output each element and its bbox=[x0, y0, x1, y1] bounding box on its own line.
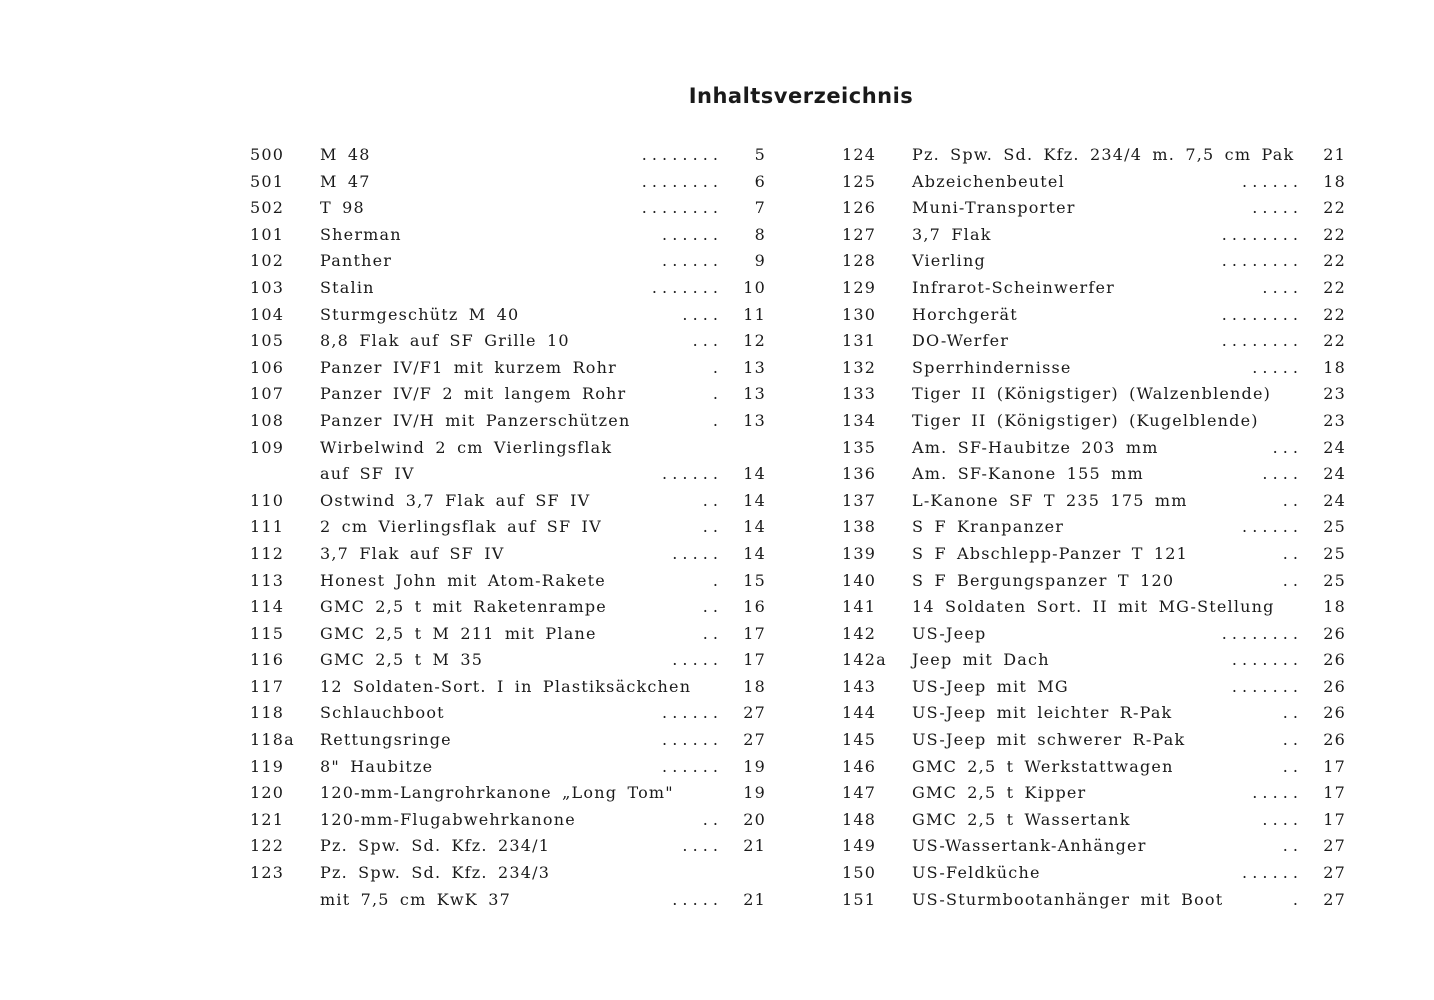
toc-entry bbox=[834, 887, 1368, 914]
toc-leader-dots: . . . . . bbox=[672, 650, 718, 670]
toc-entry bbox=[834, 700, 1368, 727]
toc-entry bbox=[834, 674, 1368, 701]
toc-entry-title: Vierling bbox=[912, 251, 986, 271]
toc-entry-title: M 47 bbox=[320, 171, 371, 191]
toc-entry-number: 109 bbox=[250, 437, 285, 457]
toc-entry-title: GMC 2,5 t mit Raketenrampe bbox=[320, 597, 607, 617]
toc-entry bbox=[834, 514, 1368, 541]
toc-entry bbox=[834, 381, 1368, 408]
toc-entry-title: 120-mm-Langrohrkanone „Long Tom" bbox=[320, 783, 674, 803]
toc-leader-dots: . . . . . . . bbox=[651, 277, 718, 297]
toc-entry-title: Rettungsringe bbox=[320, 730, 452, 750]
toc-entry-page: 11 bbox=[743, 304, 766, 324]
toc-entry bbox=[240, 621, 778, 648]
toc-leader-dots: . . . . . . bbox=[1242, 517, 1298, 537]
toc-entry-page: 13 bbox=[743, 357, 766, 377]
toc-entry-number: 137 bbox=[842, 490, 877, 510]
toc-entry-page: 17 bbox=[1323, 783, 1346, 803]
toc-entry-number: 133 bbox=[842, 384, 877, 404]
toc-entry-number: 131 bbox=[842, 331, 877, 351]
toc-entry bbox=[834, 647, 1368, 674]
toc-leader-dots: . . . . bbox=[682, 836, 718, 856]
toc-entry-page: 14 bbox=[743, 543, 766, 563]
toc-entry-page: 13 bbox=[743, 384, 766, 404]
toc-entry bbox=[240, 514, 778, 541]
toc-entry-page: 9 bbox=[754, 251, 766, 271]
toc-entry-number: 130 bbox=[842, 304, 877, 324]
toc-entry-number: 106 bbox=[250, 357, 285, 377]
toc-entry-number: 108 bbox=[250, 410, 285, 430]
toc-entry bbox=[240, 169, 778, 196]
toc-entry bbox=[240, 594, 778, 621]
toc-leader-dots: . . bbox=[702, 597, 718, 617]
toc-entry bbox=[240, 488, 778, 515]
toc-entry-title: Panzer IV/H mit Panzerschützen bbox=[320, 410, 631, 430]
toc-entry-page: 17 bbox=[1323, 756, 1346, 776]
toc-entry-title: 12 Soldaten-Sort. I in Plastiksäckchen bbox=[320, 676, 692, 696]
toc-entry-title: Am. SF-Haubitze 203 mm bbox=[912, 437, 1159, 457]
toc-entry-page: 24 bbox=[1323, 437, 1346, 457]
toc-leader-dots: . . . . . . . . bbox=[1221, 224, 1298, 244]
toc-entry-title: L-Kanone SF T 235 175 mm bbox=[912, 490, 1188, 510]
toc-leader-dots: . . . . . . bbox=[662, 224, 718, 244]
toc-entry-title: US-Wassertank-Anhänger bbox=[912, 836, 1147, 856]
toc-entry-page: 7 bbox=[754, 198, 766, 218]
toc-entry-title: Panther bbox=[320, 251, 393, 271]
toc-entry-page: 21 bbox=[743, 889, 766, 909]
toc-leader-dots: . . . . . bbox=[672, 543, 718, 563]
toc-entry-number: 122 bbox=[250, 836, 285, 856]
toc-entry-title: US-Jeep bbox=[912, 623, 987, 643]
toc-leader-dots: . . bbox=[702, 490, 718, 510]
toc-entry bbox=[240, 222, 778, 249]
toc-entry-page: 5 bbox=[754, 145, 766, 164]
toc-entry-number: 102 bbox=[250, 251, 285, 271]
toc-entry-number: 111 bbox=[250, 517, 285, 537]
toc-leader-dots: . . . . . . . . bbox=[1221, 331, 1298, 351]
toc-entry-number: 118 bbox=[250, 703, 285, 723]
toc-entry-number: 125 bbox=[842, 171, 877, 191]
toc-leader-dots: . . bbox=[1282, 490, 1298, 510]
toc-leader-dots: . . . . . . bbox=[662, 464, 718, 484]
toc-entry-number: 148 bbox=[842, 809, 877, 829]
toc-entry-number: 116 bbox=[250, 650, 285, 670]
toc-entry-page: 16 bbox=[743, 597, 766, 617]
toc-leader-dots: . . bbox=[1282, 543, 1298, 563]
toc-leader-dots: . . bbox=[702, 623, 718, 643]
toc-entry-page: 22 bbox=[1323, 331, 1346, 351]
toc-entry bbox=[240, 860, 778, 887]
toc-entry bbox=[834, 727, 1368, 754]
toc-column-left bbox=[240, 142, 778, 913]
toc-leader-dots: . . . . . . bbox=[662, 756, 718, 776]
toc-entry-number: 127 bbox=[842, 224, 877, 244]
toc-leader-dots: . bbox=[712, 410, 718, 430]
toc-entry-page: 27 bbox=[1323, 863, 1346, 883]
toc-entry-page: 20 bbox=[743, 809, 766, 829]
toc-entry bbox=[240, 568, 778, 595]
toc-entry-title: US-Jeep mit schwerer R-Pak bbox=[912, 730, 1186, 750]
toc-entry-number: 142 bbox=[842, 623, 877, 643]
toc-entry-number: 120 bbox=[250, 783, 285, 803]
toc-leader-dots: . . bbox=[1282, 836, 1298, 856]
toc-leader-dots: . . bbox=[1282, 730, 1298, 750]
toc-entry-title: Panzer IV/F1 mit kurzem Rohr bbox=[320, 357, 617, 377]
toc-entry-title: Horchgerät bbox=[912, 304, 1018, 324]
toc-leader-dots: . . bbox=[1282, 756, 1298, 776]
toc-entry-title: Wirbelwind 2 cm Vierlingsflak bbox=[320, 437, 613, 457]
toc-leader-dots: . bbox=[712, 357, 718, 377]
toc-entry bbox=[240, 833, 778, 860]
toc-leader-dots: . . bbox=[1282, 703, 1298, 723]
toc-entry bbox=[834, 195, 1368, 222]
toc-entry bbox=[240, 780, 778, 807]
toc-leader-dots: . . . . . . . bbox=[1231, 676, 1298, 696]
toc-leader-dots: . . bbox=[702, 517, 718, 537]
toc-entry-title: US-Feldküche bbox=[912, 863, 1041, 883]
toc-entry-number: 110 bbox=[250, 490, 285, 510]
toc-entry-title: Muni-Transporter bbox=[912, 198, 1076, 218]
toc-leader-dots: . . . . . bbox=[1252, 357, 1298, 377]
toc-entry bbox=[240, 408, 778, 435]
toc-entry bbox=[834, 860, 1368, 887]
toc-leader-dots: . . . . bbox=[1262, 809, 1298, 829]
toc-entry-title: Schlauchboot bbox=[320, 703, 445, 723]
toc-entry-number: 104 bbox=[250, 304, 285, 324]
toc-entry bbox=[834, 594, 1368, 621]
toc-entry-number: 134 bbox=[842, 410, 877, 430]
toc-leader-dots: . . . . . . bbox=[1242, 171, 1298, 191]
toc-entry bbox=[240, 754, 778, 781]
toc-entry bbox=[834, 435, 1368, 462]
toc-entry bbox=[240, 381, 778, 408]
toc-column-right bbox=[834, 142, 1368, 913]
toc-entry-number: 121 bbox=[250, 809, 285, 829]
toc-entry-number: 144 bbox=[842, 703, 877, 723]
toc-entry-title: S F Bergungspanzer T 120 bbox=[912, 570, 1175, 590]
toc-entry-title: 3,7 Flak bbox=[912, 224, 992, 244]
toc-entry-page: 22 bbox=[1323, 304, 1346, 324]
toc-entry-number: 117 bbox=[250, 676, 285, 696]
toc-entry bbox=[240, 700, 778, 727]
toc-leader-dots: . . . . bbox=[1262, 277, 1298, 297]
toc-entry-title: Pz. Spw. Sd. Kfz. 234/3 bbox=[320, 863, 551, 883]
toc-entry-page: 6 bbox=[754, 171, 766, 191]
toc-entry-number: 138 bbox=[842, 517, 877, 537]
toc-leader-dots: . . . . . . . . bbox=[1221, 304, 1298, 324]
toc-entry-number: 112 bbox=[250, 543, 285, 563]
toc-entry-page: 26 bbox=[1323, 623, 1346, 643]
toc-leader-dots: . . . . . bbox=[1252, 198, 1298, 218]
toc-entry-title: US-Sturmbootanhänger mit Boot bbox=[912, 889, 1224, 909]
toc-entry bbox=[240, 461, 778, 488]
toc-entry-title: M 48 bbox=[320, 145, 371, 164]
toc-entry-page: 27 bbox=[743, 730, 766, 750]
toc-entry-title: Honest John mit Atom-Rakete bbox=[320, 570, 606, 590]
toc-entry-number: 114 bbox=[250, 597, 285, 617]
toc-entry-number: 124 bbox=[842, 145, 877, 164]
toc-entry-title: DO-Werfer bbox=[912, 331, 1010, 351]
toc-entry bbox=[240, 727, 778, 754]
toc-entry-page: 14 bbox=[743, 490, 766, 510]
toc-entry-number: 103 bbox=[250, 277, 285, 297]
toc-entry-title: Sherman bbox=[320, 224, 402, 244]
toc-entry-title: mit 7,5 cm KwK 37 bbox=[320, 889, 512, 909]
toc-leader-dots: . . . . . bbox=[1252, 783, 1298, 803]
toc-entry-number: 119 bbox=[250, 756, 285, 776]
toc-entry bbox=[240, 435, 778, 462]
toc-entry bbox=[834, 222, 1368, 249]
toc-entry bbox=[834, 275, 1368, 302]
toc-entry bbox=[834, 355, 1368, 382]
toc-entry bbox=[834, 169, 1368, 196]
toc-entry-number: 123 bbox=[250, 863, 285, 883]
toc-entry-page: 15 bbox=[743, 570, 766, 590]
toc-entry-title: S F Kranpanzer bbox=[912, 517, 1065, 537]
toc-entry-title: Sperrhindernisse bbox=[912, 357, 1072, 377]
toc-leader-dots: . . . . . . . . bbox=[1221, 251, 1298, 271]
toc-entry-number: 143 bbox=[842, 676, 877, 696]
toc-entry bbox=[240, 647, 778, 674]
toc-entry-title: GMC 2,5 t Wassertank bbox=[912, 809, 1131, 829]
toc-entry-number: 115 bbox=[250, 623, 285, 643]
toc-entry-page: 24 bbox=[1323, 464, 1346, 484]
toc-entry-title: 3,7 Flak auf SF IV bbox=[320, 543, 505, 563]
toc-leader-dots: . . . . . . . . bbox=[641, 145, 718, 164]
toc-entry-number: 140 bbox=[842, 570, 877, 590]
toc-entry-number: 107 bbox=[250, 384, 285, 404]
toc-entry-number: 139 bbox=[842, 543, 877, 563]
toc-leader-dots: . . . bbox=[692, 331, 718, 351]
toc-entry-title: Tiger II (Königstiger) (Walzenblende) bbox=[912, 384, 1272, 404]
toc-leader-dots: . . bbox=[702, 809, 718, 829]
toc-entry-page: 17 bbox=[743, 650, 766, 670]
toc-entry-number: 113 bbox=[250, 570, 285, 590]
toc-entry bbox=[834, 328, 1368, 355]
toc-entry-title: GMC 2,5 t Kipper bbox=[912, 783, 1087, 803]
toc-entry-page: 25 bbox=[1323, 570, 1346, 590]
toc-entry bbox=[834, 302, 1368, 329]
toc-entry-page: 23 bbox=[1323, 410, 1346, 430]
toc-entry bbox=[240, 887, 778, 914]
toc-entry-page: 18 bbox=[1323, 357, 1346, 377]
toc-entry-title: Sturmgeschütz M 40 bbox=[320, 304, 520, 324]
toc-entry-number: 136 bbox=[842, 464, 877, 484]
toc-entry-page: 22 bbox=[1323, 198, 1346, 218]
toc-entry-page: 22 bbox=[1323, 277, 1346, 297]
toc-entry-page: 8 bbox=[754, 224, 766, 244]
toc-entry-page: 17 bbox=[1323, 809, 1346, 829]
toc-entry-page: 27 bbox=[1323, 889, 1346, 909]
toc-entry-page: 12 bbox=[743, 331, 766, 351]
toc-leader-dots: . . . . . bbox=[672, 889, 718, 909]
toc-entry-page: 24 bbox=[1323, 490, 1346, 510]
toc-entry-title: S F Abschlepp-Panzer T 121 bbox=[912, 543, 1189, 563]
toc-entry-page: 17 bbox=[743, 623, 766, 643]
toc-entry-title: auf SF IV bbox=[320, 464, 415, 484]
toc-entry-title: Pz. Spw. Sd. Kfz. 234/1 bbox=[320, 836, 551, 856]
toc-entry-page: 18 bbox=[1323, 597, 1346, 617]
toc-entry-page: 18 bbox=[743, 676, 766, 696]
toc-entry-number: 146 bbox=[842, 756, 877, 776]
toc-entry-number: 105 bbox=[250, 331, 285, 351]
toc-entry-number: 128 bbox=[842, 251, 877, 271]
toc-leader-dots: . bbox=[712, 384, 718, 404]
toc-entry-title: Panzer IV/F 2 mit langem Rohr bbox=[320, 384, 627, 404]
toc-entry bbox=[834, 408, 1368, 435]
toc-entry-page: 18 bbox=[1323, 171, 1346, 191]
toc-entry-title: Infrarot-Scheinwerfer bbox=[912, 277, 1116, 297]
toc-leader-dots: . . . bbox=[1272, 437, 1298, 457]
toc-entry-title: 8,8 Flak auf SF Grille 10 bbox=[320, 331, 570, 351]
toc-leader-dots: . . . . bbox=[682, 304, 718, 324]
toc-entry bbox=[834, 833, 1368, 860]
toc-entry-title: US-Jeep mit MG bbox=[912, 676, 1069, 696]
toc-entry-number: 500 bbox=[250, 145, 285, 164]
toc-entry bbox=[834, 568, 1368, 595]
toc-entry-page: 14 bbox=[743, 517, 766, 537]
toc-entry-number: 132 bbox=[842, 357, 877, 377]
toc-leader-dots: . . . . . . bbox=[1242, 863, 1298, 883]
toc-entry-page: 26 bbox=[1323, 676, 1346, 696]
toc-entry-title: 8" Haubitze bbox=[320, 756, 434, 776]
toc-leader-dots: . . . . . . . bbox=[1231, 650, 1298, 670]
toc-entry-page: 14 bbox=[743, 464, 766, 484]
toc-entry-page: 22 bbox=[1323, 251, 1346, 271]
toc-entry-page: 21 bbox=[1323, 145, 1346, 164]
toc-entry-page: 22 bbox=[1323, 224, 1346, 244]
toc-leader-dots: . bbox=[1292, 889, 1298, 909]
toc-entry-title: Am. SF-Kanone 155 mm bbox=[912, 464, 1144, 484]
toc-entry-page: 10 bbox=[743, 277, 766, 297]
toc-entry-number: 145 bbox=[842, 730, 877, 750]
toc-entry bbox=[834, 621, 1368, 648]
toc-entry bbox=[240, 355, 778, 382]
toc-entry-number: 141 bbox=[842, 597, 877, 617]
toc-entry-number: 118a bbox=[250, 730, 295, 750]
toc-entry bbox=[834, 461, 1368, 488]
toc-entry-page: 23 bbox=[1323, 384, 1346, 404]
toc-entry bbox=[240, 275, 778, 302]
toc-entry bbox=[240, 807, 778, 834]
toc-entry-number: 151 bbox=[842, 889, 877, 909]
toc-entry-number: 149 bbox=[842, 836, 877, 856]
toc-leader-dots: . . . . . . bbox=[662, 703, 718, 723]
toc-leader-dots: . . . . . . . . bbox=[641, 198, 718, 218]
toc-entry-title: Ostwind 3,7 Flak auf SF IV bbox=[320, 490, 591, 510]
toc-leader-dots: . bbox=[712, 570, 718, 590]
toc-entry-page: 27 bbox=[743, 703, 766, 723]
toc-entry-page: 26 bbox=[1323, 730, 1346, 750]
toc-entry-title: Abzeichenbeutel bbox=[912, 171, 1065, 191]
toc-entry-page: 27 bbox=[1323, 836, 1346, 856]
toc-entry-title: 120-mm-Flugabwehrkanone bbox=[320, 809, 576, 829]
toc-entry-page: 19 bbox=[743, 783, 766, 803]
toc-entry bbox=[834, 754, 1368, 781]
toc-entry bbox=[240, 328, 778, 355]
toc-leader-dots: . . . . . . bbox=[662, 251, 718, 271]
toc-entry bbox=[240, 248, 778, 275]
toc-entry-number: 126 bbox=[842, 198, 877, 218]
toc-entry bbox=[240, 674, 778, 701]
toc-entry bbox=[240, 302, 778, 329]
toc-entry bbox=[834, 807, 1368, 834]
toc-entry-page: 21 bbox=[743, 836, 766, 856]
toc-leader-dots: . . bbox=[1282, 570, 1298, 590]
toc-entry-title: US-Jeep mit leichter R-Pak bbox=[912, 703, 1173, 723]
toc-entry-number: 502 bbox=[250, 198, 285, 218]
toc-entry-number: 142a bbox=[842, 650, 887, 670]
toc-entry-page: 26 bbox=[1323, 703, 1346, 723]
toc-entry bbox=[240, 541, 778, 568]
toc-entry-title: GMC 2,5 t M 211 mit Plane bbox=[320, 623, 597, 643]
toc-entry bbox=[834, 248, 1368, 275]
toc-leader-dots: . . . . bbox=[1262, 464, 1298, 484]
toc-entry-number: 147 bbox=[842, 783, 877, 803]
page-title: Inhaltsverzeichnis bbox=[688, 84, 914, 108]
toc-entry-title: GMC 2,5 t Werkstattwagen bbox=[912, 756, 1174, 776]
toc-entry-title: T 98 bbox=[320, 198, 365, 218]
toc-entry-page: 19 bbox=[743, 756, 766, 776]
toc-entry-title: Tiger II (Königstiger) (Kugelblende) bbox=[912, 410, 1259, 430]
toc-entry bbox=[834, 488, 1368, 515]
toc-entry-page: 25 bbox=[1323, 517, 1346, 537]
toc-entry-page: 25 bbox=[1323, 543, 1346, 563]
toc-entry-title: Stalin bbox=[320, 277, 375, 297]
toc-leader-dots: . . . . . . bbox=[662, 730, 718, 750]
toc-entry bbox=[834, 780, 1368, 807]
toc-entry bbox=[240, 142, 778, 169]
toc-entry bbox=[834, 142, 1368, 169]
toc-entry bbox=[240, 195, 778, 222]
toc-entry-title: Jeep mit Dach bbox=[912, 650, 1050, 670]
toc-entry-page: 13 bbox=[743, 410, 766, 430]
toc-entry-number: 150 bbox=[842, 863, 877, 883]
toc-entry-title: 14 Soldaten Sort. II mit MG-Stellung bbox=[912, 597, 1275, 617]
toc-leader-dots: . . . . . . . . bbox=[1221, 623, 1298, 643]
toc-entry-page: 26 bbox=[1323, 650, 1346, 670]
toc-entry-number: 101 bbox=[250, 224, 285, 244]
toc-entry-title: GMC 2,5 t M 35 bbox=[320, 650, 484, 670]
toc-entry bbox=[834, 541, 1368, 568]
toc-leader-dots: . . . . . . . . bbox=[641, 171, 718, 191]
toc-entry-title: 2 cm Vierlingsflak auf SF IV bbox=[320, 517, 602, 537]
toc-entry-number: 501 bbox=[250, 171, 285, 191]
toc-entry-number: 135 bbox=[842, 437, 877, 457]
toc-entry-number: 129 bbox=[842, 277, 877, 297]
toc-entry-title: Pz. Spw. Sd. Kfz. 234/4 m. 7,5 cm Pak bbox=[912, 145, 1295, 164]
